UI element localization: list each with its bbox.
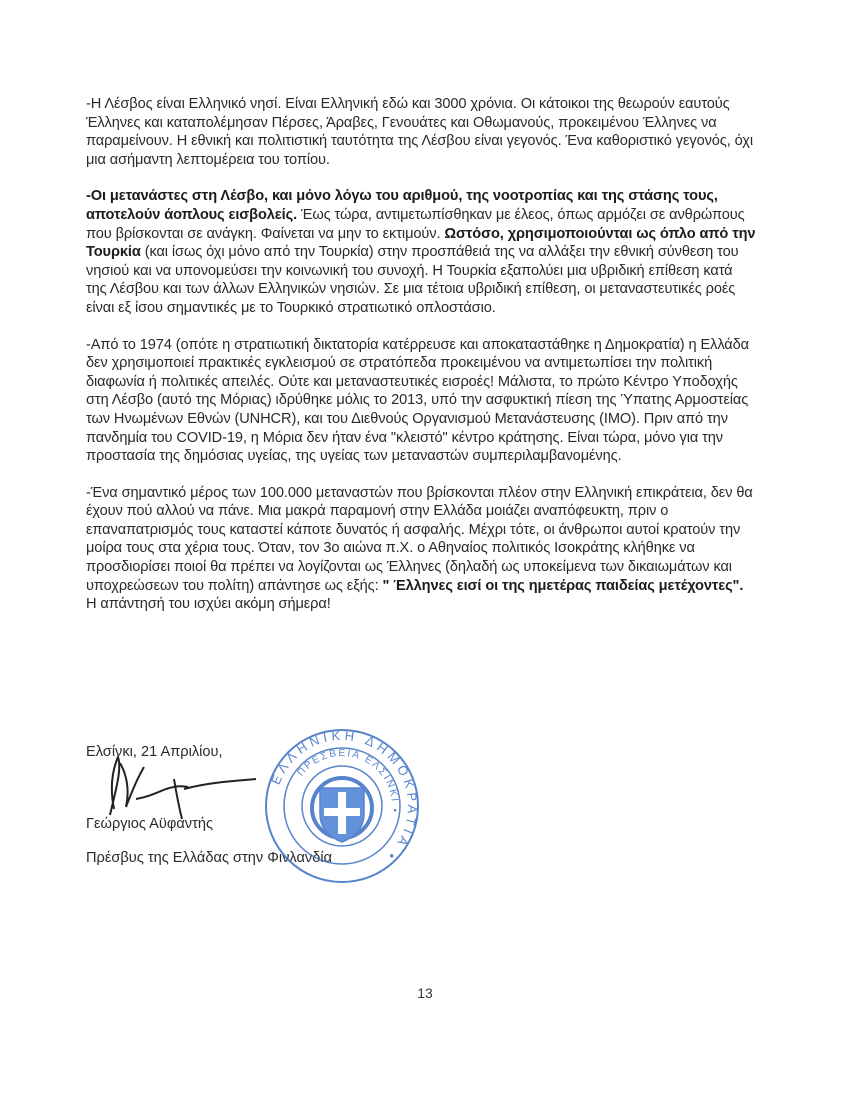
signatory-title: Πρέσβυς της Ελλάδας στην Φινλανδία (86, 850, 333, 866)
coat-of-arms (312, 778, 372, 842)
paragraph-lesvos-identity (86, 95, 756, 169)
handwritten-signature-icon (96, 749, 266, 823)
bold-statement: -Οι μετανάστες στη Λέσβο, και μόνο λόγω του αριθμού, της νοοτροπίας και της στάσης τους, αποτελούν άοπλους εισβολείς. (86, 188, 718, 223)
svg-text:ΠΡΕΣΒΕΙΑ ΕΛΣΙΝΚΙ •: ΠΡΕΣΒΕΙΑ ΕΛΣΙΝΚΙ • (295, 747, 401, 815)
paragraph-text: (και ίσως όχι μόνο από την Τουρκία) στην προσπάθειά της να αλλάξει την εθνική σύνθεση του νησιού και να υπονομεύσει την κοινωνική του συνοχή. Η Τουρκία εξαπολύει μια υβριδική επίθεση κατά της Λέσβου και των άλλων Ελληνικών νησιών. Σε μια τέτοια υβριδική επίθεση, οι μεταναστευτικές ροές είναι εξ ίσου σημαντικές με το Τουρκικό στρατιωτικό οπλοστάσιο. (86, 244, 739, 316)
paragraph-text: -Η Λέσβος είναι Ελληνικό νησί. Είναι Ελληνική εδώ και 3000 χρόνια. Οι κάτοικοι της θεωρούν εαυτούς Έλληνες και καταπολέμησαν Πέρσες, Άραβες, Γενουάτες και Οθωμανούς, προκειμένου Έλληνες να παραμείνουν. Η εθνική και πολιτιστική ταυτότητα της Λέσβου είναι γεγονός. Ένα καθοριστικό γεγονός, όχι μια ασήμαντη λεπτομέρεια του τοπίου. (86, 96, 753, 168)
paragraph-isocrates (86, 484, 756, 614)
bold-quote: " Έλληνες εισί οι της ημετέρας παιδείας μετέχοντες". (382, 577, 744, 594)
document-body (86, 95, 756, 632)
signatory-name: Γεώργιος Αϋφαντής (86, 816, 214, 832)
bold-statement: Ωστόσο, χρησιμοποιούνται ως όπλο από την Τουρκία (86, 225, 756, 261)
paragraph-migrants-invaders (86, 187, 756, 317)
paragraph-text: -Ένα σημαντικό μέρος των 100.000 μεταναστών που βρίσκονται πλέον στην Ελληνική επικράτεια, δεν θα έχουν πού αλλού να πάνε. Μια μακρά παραμονή στην Ελλάδα μοιάζει αναπόφευκτη, πριν ο επαναπατρισμός τους καταστεί κάποτε δυνατός ή ασφαλής. Μέχρι τότε, οι άνθρωποι αυτοί κρατούν την μοίρα τους στα χέρια τους. Όταν, τον 3ο αιώνα π.Χ. ο Αθηναίος πολιτικός Ισοκράτης κλήθηκε να προσδιορίσει ποιοί θα πρέπει να λογίζονται ως Έλληνες (δηλαδή ως υποκείμενα των δικαιωμάτων και υποχρεώσεων του πολίτη) απάντησε ως εξής: (86, 484, 753, 594)
page-number: 13 (417, 985, 433, 1001)
paragraph-text: -Από το 1974 (οπότε η στρατιωτική δικτατορία κατέρρευσε και αποκαταστάθηκε η Δημοκρατία) η Ελλάδα δεν χρησιμοποιεί πρακτικές εγκλεισμού σε στρατόπεδα προκειμένου να αντιμετωπίσει την πολιτική διαφωνία ή πολιτικές απειλές. Ούτε και μεταναστευτικές εισροές! Μάλιστα, το πρώτο Κέντρο Υποδοχής στη Λέσβο (αυτό της Μόριας) ιδρύθηκε μόλις το 2013, υπό την ασφυκτική πίεση της Ύπατης Αρμοστείας των Ηνωμένων Εθνών (UNHCR), και του Διεθνούς Οργανισμού Μετανάστευσης (IMO). Πριν από την πανδημία του COVID-19, η Μόρια δεν ήταν ένα "κλειστό" κέντρο κράτησης. Είναι τώρα, μόνο για την προστασία της δημόσιας υγείας, της υγείας των μεταναστών συμπεριλαμβανομένης. (86, 336, 749, 465)
signature-place-date: Ελσίνκι, 21 Απριλίου, (86, 744, 223, 760)
paragraph-since-1974 (86, 336, 756, 466)
paragraph-text: Έως τώρα, αντιμετωπίσθηκαν με έλεος, όπως αρμόζει σε ανθρώπους που βρίσκονται σε ανάγκη. Φαίνεται να μην το εκτιμούν. (86, 206, 745, 242)
paragraph-text: Η απάντησή του ισχύει ακόμη σήμερα! (86, 596, 331, 613)
svg-text:ΕΛΛΗΝΙΚΗ ΔΗΜΟΚΡΑΤΙΑ •: ΕΛΛΗΝΙΚΗ ΔΗΜΟΚΡΑΤΙΑ • (267, 727, 421, 866)
embassy-stamp-icon (262, 726, 422, 886)
